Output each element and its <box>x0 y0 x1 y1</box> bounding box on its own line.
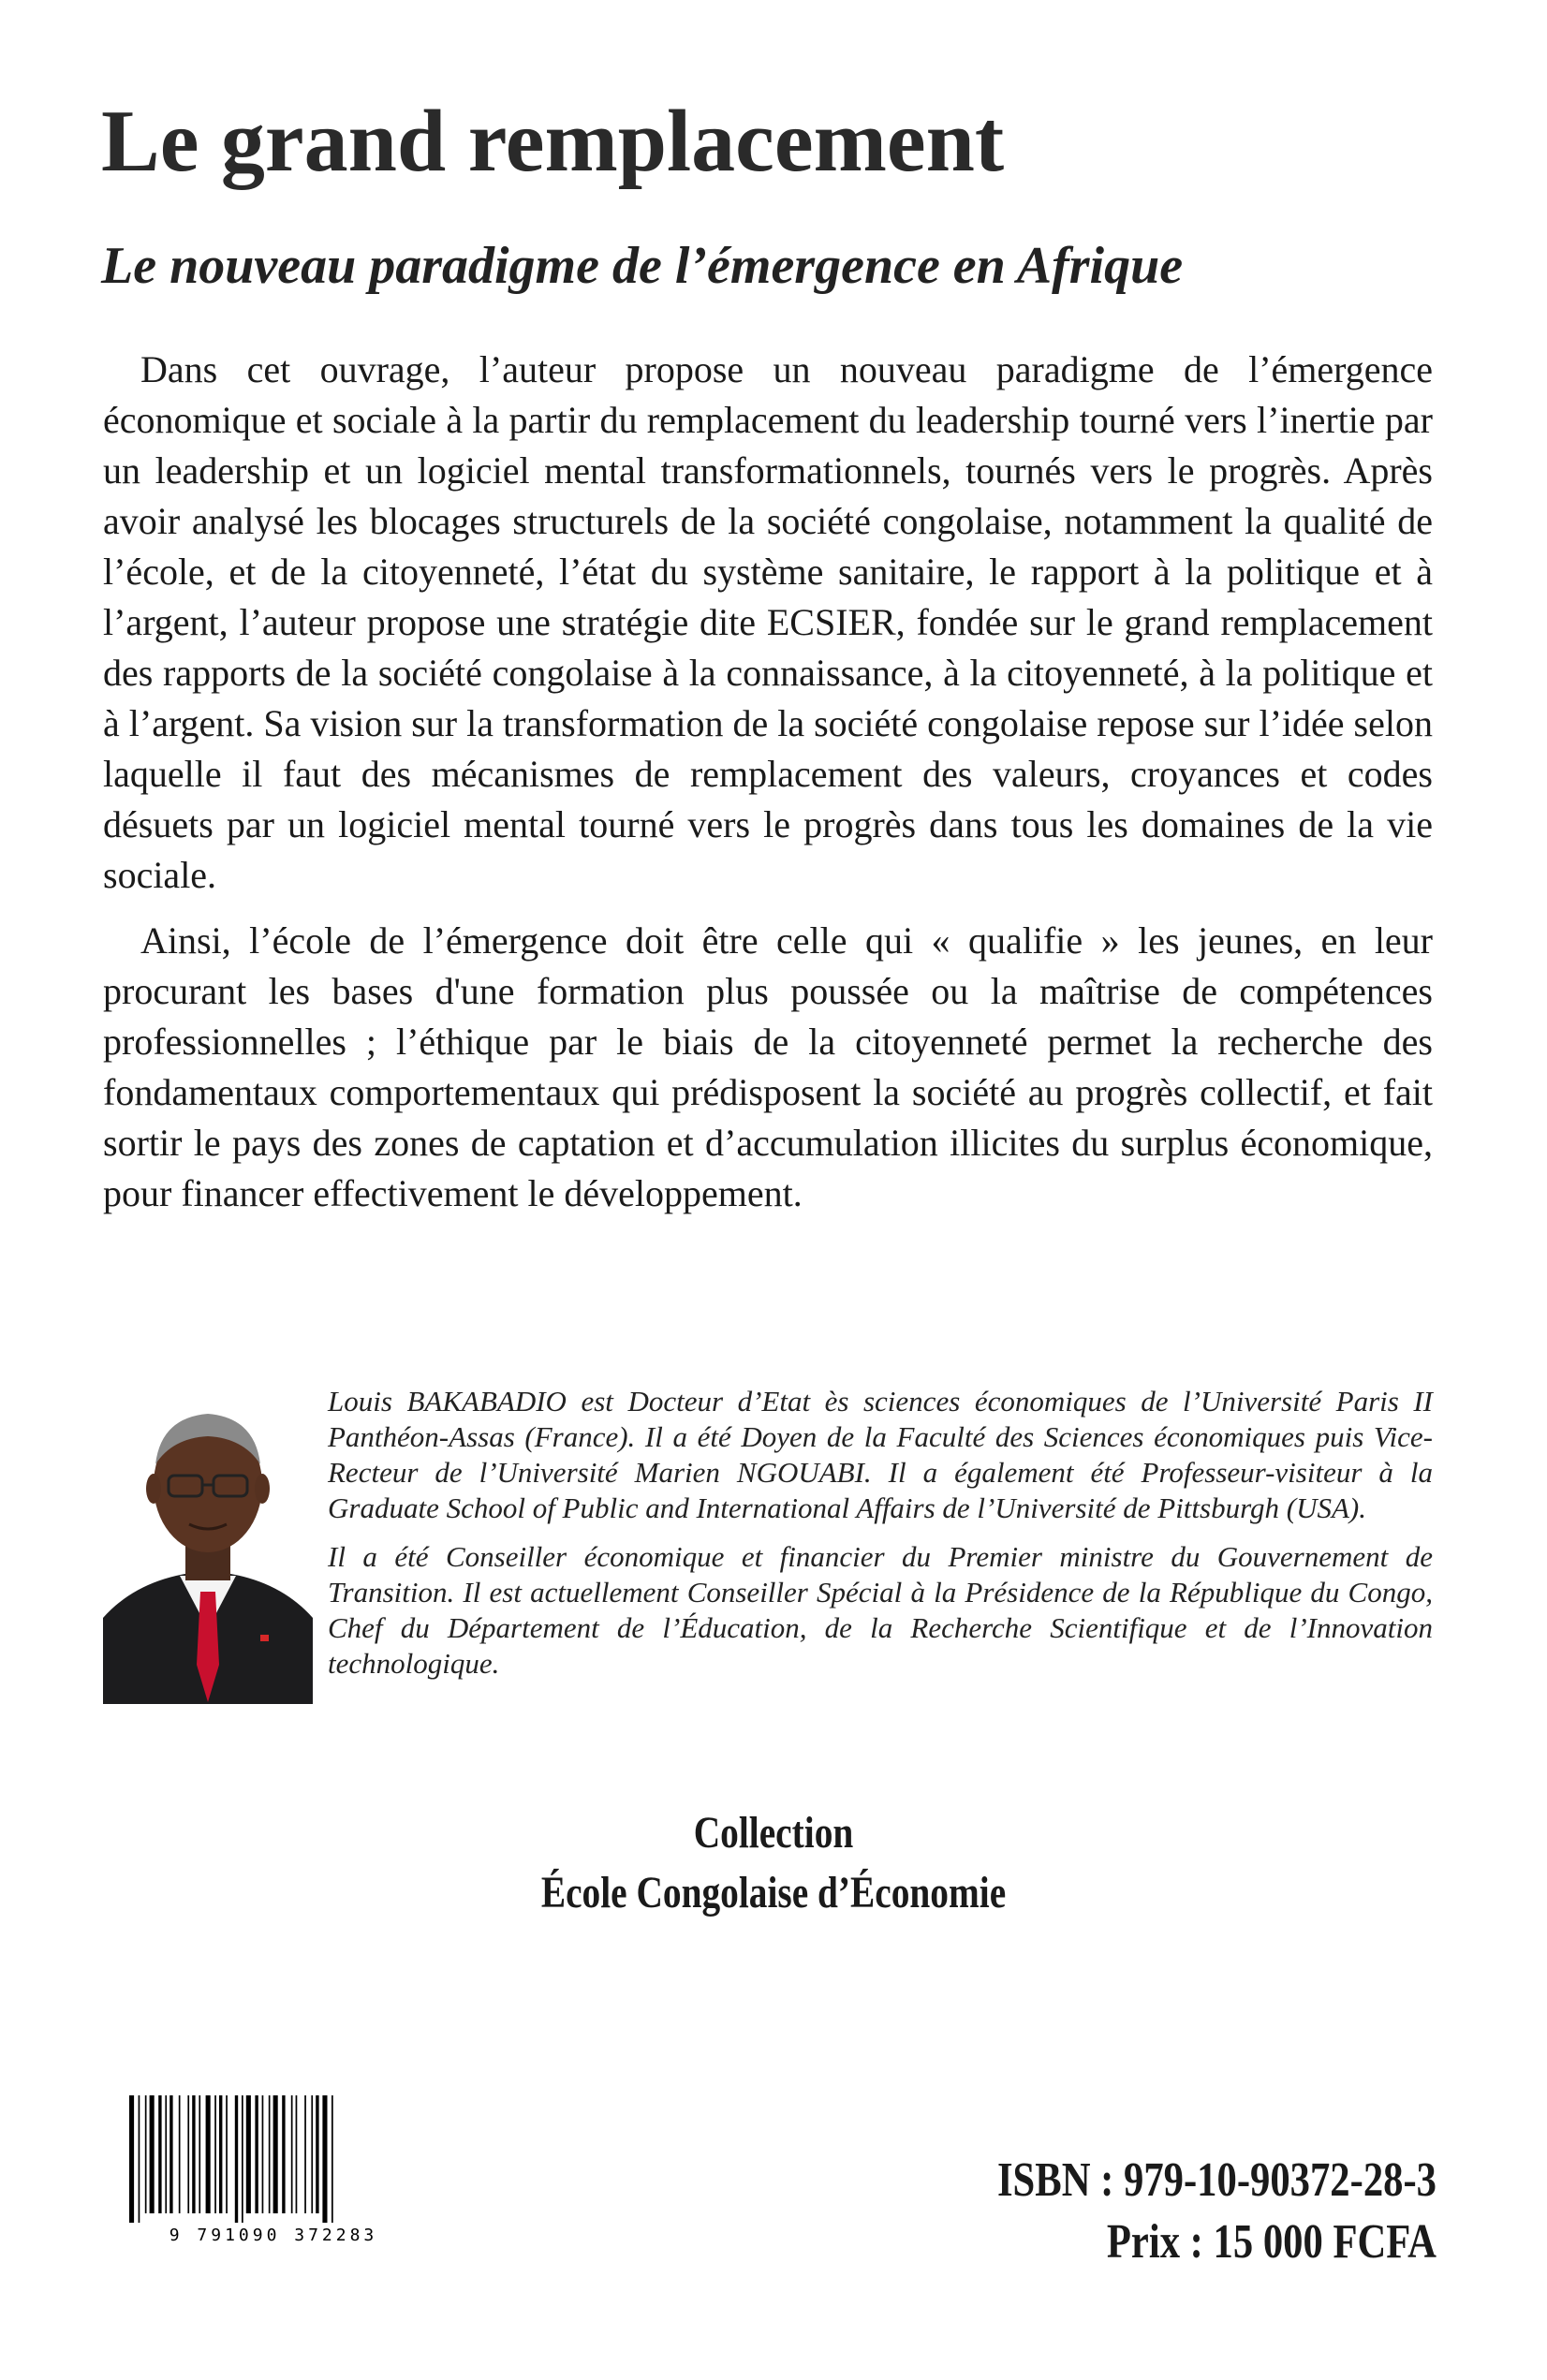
barcode-bar <box>187 2095 189 2213</box>
barcode-bar <box>304 2095 306 2213</box>
barcode-bar <box>246 2095 251 2213</box>
barcode-bar <box>273 2095 278 2213</box>
isbn-number: ISBN : 979-10-90372-28-3 <box>996 2153 1436 2207</box>
barcode-bar <box>282 2095 285 2213</box>
blurb-paragraph-2: Ainsi, l’école de l’émergence doit être celle qui « qualifie » les jeunes, en leur procurant les bases d'une formation plus poussée ou la maîtrise de compétences professionnelles ; l’éthique par le biais de la citoyenneté permet la recherche des fondamentaux comportementaux qui prédisposent la société au progrès collectif, et fait sortir le pays des zones de captation et d’accumulation illicites du surplus économique, pour financer effectivement le développement. <box>103 919 1433 1214</box>
barcode-bar <box>145 2095 147 2213</box>
barcode-bar <box>199 2095 200 2213</box>
barcode-bar <box>242 2095 243 2223</box>
barcode-bar <box>255 2095 258 2213</box>
barcode-bar <box>235 2095 238 2223</box>
barcode-bar <box>291 2095 293 2213</box>
barcode-bar <box>296 2095 298 2213</box>
blurb-paragraph-1: Dans cet ouvrage, l’auteur propose un nouveau paradigme de l’émergence économique et sociale à la partir du remplacement du leadership tourné vers l’inertie par un leadership et un logiciel mental transformationnels, tournés vers le progrès. Après avoir analysé les blocages structurels de la société congolaise, notamment la qualité de l’école, et de la citoyenneté, l’état du système sanitaire, le rapport à la politique et à l’argent, l’auteur propose une stratégie dite ECSIER, fondée sur le grand remplacement des rapports de la société congolaise à la connaissance, à la citoyenneté, à la politique et à l’argent. Sa vision sur la transformation de la société congolaise repose sur l’idée selon laquelle il faut des mécanismes de remplacement des valeurs, croyances et codes désuets par un logiciel mental tourné vers le progrès dans tous les domaines de la vie sociale. <box>103 348 1433 896</box>
barcode-bar <box>269 2095 271 2213</box>
book-subtitle: Le nouveau paradigme de l’émergence en Afrique <box>101 237 1184 295</box>
collection-name: École Congolaise d’Économie <box>540 1868 1007 1917</box>
barcode-bar <box>158 2095 161 2213</box>
barcode-bar <box>206 2095 211 2213</box>
author-bio <box>328 1384 1433 1695</box>
barcode-bar <box>214 2095 216 2213</box>
barcode-bar <box>316 2095 318 2213</box>
author-photo <box>103 1384 313 1704</box>
barcode-bar <box>165 2095 167 2213</box>
barcode-bar <box>129 2095 134 2223</box>
barcode-bar <box>311 2095 313 2213</box>
barcode-bar <box>226 2095 228 2213</box>
barcode-bar <box>179 2095 181 2213</box>
barcode-digits: 9 791090 372283 <box>169 2226 378 2245</box>
isbn-price-block <box>901 2150 1436 2273</box>
barcode-bar <box>169 2095 172 2213</box>
barcode <box>124 2095 423 2245</box>
author-bio-paragraph-2: Il a été Conseiller économique et financier du Premier ministre du Gouvernement de Transition. Il est actuellement Conseiller Spécial à la Présidence de la République du Congo, Chef du Département de l’Éducation, de la Recherche Scientifique et de l’Innovation technologique. <box>328 1540 1433 1680</box>
barcode-bar <box>150 2095 155 2213</box>
collection-label: Collection <box>693 1808 854 1858</box>
collection-block <box>0 1803 1547 1923</box>
barcode-bar <box>219 2095 222 2213</box>
author-bio-paragraph-1: Louis BAKABADIO est Docteur d’Etat ès sciences économiques de l’Université Paris II Panthéon-Assas (France). Il a été Doyen de la Faculté des Sciences économiques puis Vice-Recteur de l’Université Marien NGOUABI. Il a également été Professeur-visiteur à la Graduate School of Public and International Affairs de l’Université de Pittsburgh (USA). <box>328 1385 1433 1524</box>
price: Prix : 15 000 FCFA <box>1106 2215 1436 2269</box>
barcode-bar <box>262 2095 264 2213</box>
book-title: Le grand remplacement <box>101 93 1005 190</box>
barcode-bar <box>139 2095 140 2223</box>
blurb <box>103 345 1433 1234</box>
barcode-bar <box>322 2095 327 2223</box>
barcode-bar <box>332 2095 333 2223</box>
barcode-bar <box>192 2095 195 2213</box>
